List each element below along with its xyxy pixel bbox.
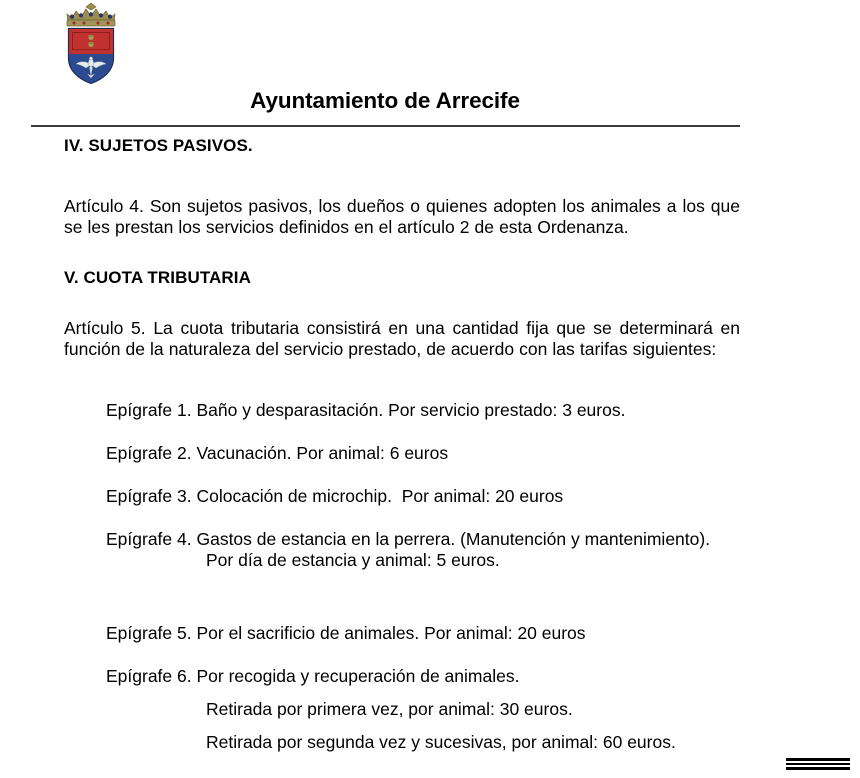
- epigrafe-6-subitem-2: Retirada por segunda vez y sucesivas, por animal: 60 euros.: [206, 732, 676, 752]
- epigrafe-6: Epígrafe 6. Por recogida y recuperación de animales.: [106, 666, 520, 686]
- epigrafe-5: Epígrafe 5. Por el sacrificio de animales. Por animal: 20 euros: [106, 623, 586, 643]
- epigrafe-6-subitem-1: Retirada por primera vez, por animal: 30 euros.: [206, 699, 573, 719]
- epigrafe-3: Epígrafe 3. Colocación de microchip. Por animal: 20 euros: [106, 486, 564, 506]
- paragraph-articulo-4: Artículo 4. Son sujetos pasivos, los dueños o quienes adopten los animales a los que se les prestan los servicios definidos en el artículo 2 de esta Ordenanza.: [64, 196, 740, 237]
- epigrafe-2: Epígrafe 2. Vacunación. Por animal: 6 euros: [106, 443, 449, 463]
- shield-icon: [68, 28, 114, 86]
- document-body: [64, 136, 740, 753]
- paragraph-articulo-5: Artículo 5. La cuota tributaria consistirá en una cantidad fija que se determinará en función de la naturaleza del servicio prestado, de acuerdo con las tarifas siguientes:: [64, 318, 740, 359]
- section-heading-cuota-tributaria: V. CUOTA TRIBUTARIA: [64, 268, 252, 287]
- epigrafe-4: Epígrafe 4. Gastos de estancia en la perrera. (Manutención y mantenimiento).: [106, 529, 711, 549]
- section-heading-sujetos-pasivos: IV. SUJETOS PASIVOS.: [64, 136, 253, 155]
- epigrafe-1: Epígrafe 1. Baño y desparasitación. Por servicio prestado: 3 euros.: [106, 400, 626, 420]
- scan-bar-3: [786, 767, 850, 770]
- title-divider: [31, 125, 740, 127]
- scan-artifact-bars: [786, 758, 850, 774]
- coat-of-arms: [58, 2, 124, 86]
- coat-of-arms-svg: [58, 2, 124, 86]
- epigrafe-4-subitem-1: Por día de estancia y animal: 5 euros.: [206, 550, 500, 570]
- crown-icon: [67, 3, 115, 26]
- page-title: Ayuntamiento de Arrecife: [250, 88, 520, 113]
